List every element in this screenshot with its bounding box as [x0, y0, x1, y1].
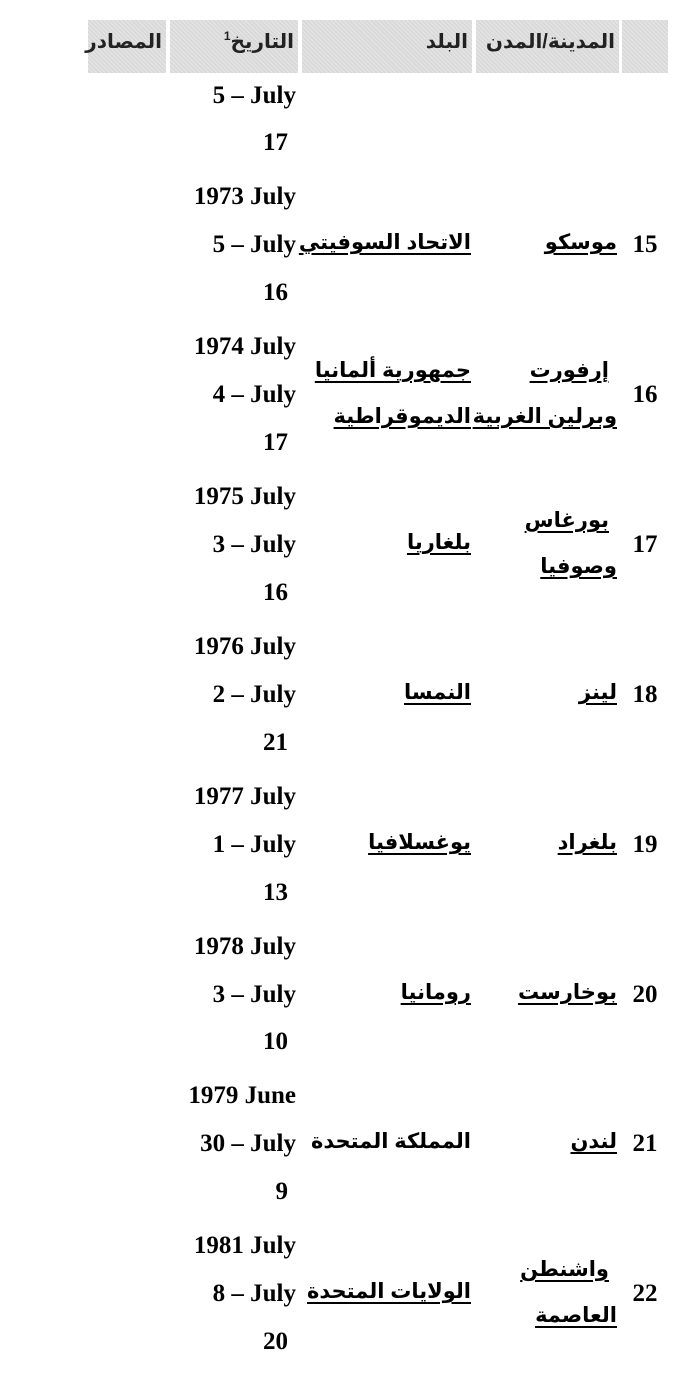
city-link[interactable]: بلغراد [557, 831, 617, 854]
date-line: 1976 July [193, 633, 296, 660]
date-line: 10 [263, 1028, 288, 1055]
city-link[interactable]: وبرلين الغربية [472, 405, 617, 428]
country-link[interactable]: رومانيا [400, 981, 471, 1004]
row-number: 15 [632, 231, 658, 258]
date-line: 17 [263, 129, 288, 156]
header-sources: المصادر [88, 20, 166, 73]
date-line: 1979 June [188, 1082, 296, 1109]
city-link[interactable]: لندن [570, 1130, 617, 1153]
header-country: البلد [302, 20, 472, 73]
city-link[interactable]: العاصمة [535, 1304, 617, 1327]
date-line: 1974 July [193, 333, 296, 360]
date-line: 13 [263, 879, 288, 906]
date-line: 21 [263, 729, 288, 756]
date-line: 5 – July [212, 231, 296, 258]
country-link[interactable]: الولايات المتحدة [307, 1280, 471, 1303]
row-number: 19 [632, 831, 658, 858]
date-line: 1975 July [193, 483, 296, 510]
row-number: 20 [632, 981, 658, 1008]
country-link[interactable]: النمسا [404, 681, 471, 704]
city-link[interactable]: إرفورت [529, 359, 609, 382]
row-number: 17 [632, 531, 658, 558]
city-link[interactable]: بورغاس [524, 509, 609, 532]
country-link[interactable]: الاتحاد السوفيتي [298, 231, 471, 254]
date-line: 5 – July [212, 82, 296, 109]
country-link[interactable]: يوغسلافيا [368, 831, 471, 854]
header-number [622, 20, 668, 73]
date-line: 17 [263, 429, 288, 456]
country-link[interactable]: جمهورية ألمانيا [314, 359, 471, 382]
header-city: المدينة/المدن [476, 20, 619, 73]
date-line: 9 [275, 1178, 288, 1205]
date-line: 8 – July [212, 1280, 296, 1307]
date-line: 3 – July [212, 981, 296, 1008]
date-line: 16 [263, 279, 288, 306]
date-line: 1977 July [193, 783, 296, 810]
row-number: 21 [632, 1130, 658, 1157]
date-line: 30 – July [200, 1130, 296, 1157]
city-link[interactable]: موسكو [544, 231, 617, 254]
city-link[interactable]: لينز [578, 681, 617, 704]
date-line: 1 – July [212, 831, 296, 858]
date-line: 1973 July [193, 183, 296, 210]
date-line: 3 – July [212, 531, 296, 558]
row-number: 22 [632, 1280, 658, 1307]
row-number: 18 [632, 681, 658, 708]
footnote-marker[interactable]: 1 [223, 29, 231, 43]
date-line: 4 – July [212, 381, 296, 408]
date-line: 1981 July [193, 1232, 296, 1259]
country-link[interactable]: الديموقراطية [333, 405, 471, 428]
date-line: 1978 July [193, 933, 296, 960]
date-line: 2 – July [212, 681, 296, 708]
city-link[interactable]: واشنطن [520, 1258, 609, 1281]
country-link[interactable]: بلغاريا [406, 531, 471, 554]
date-line: 16 [263, 579, 288, 606]
row-number: 16 [632, 381, 658, 408]
city-link[interactable]: بوخارست [517, 981, 617, 1004]
country-text: المملكة المتحدة [311, 1130, 471, 1153]
header-date: التاريخ$^1$ [170, 20, 298, 73]
date-line: 20 [263, 1328, 288, 1355]
city-link[interactable]: وصوفيا [540, 555, 617, 578]
